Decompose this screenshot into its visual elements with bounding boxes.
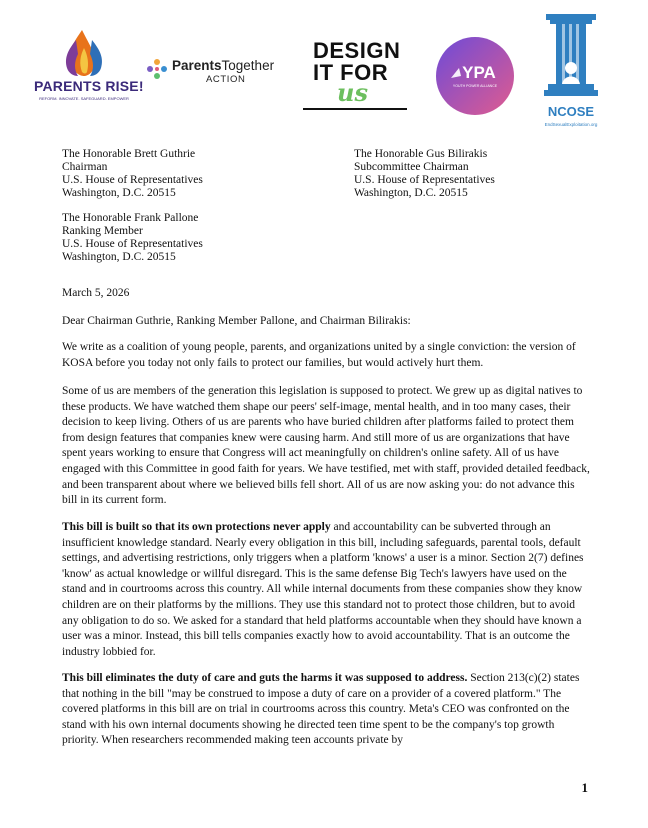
addressee-pallone xyxy=(62,212,203,264)
paragraph-4-body: Section 213(c)(2) states that nothing in the bill "may be construed to impose a duty of care on a provider of a covered platform." The covered platforms in this bill are on trial in courtrooms across this country. Meta's CEO was confronted on the stand with his own internal documents showing he directed teen time spent to be the company's top growth priority. When researchers recommended making teen accounts private by xyxy=(62,672,580,747)
addressee-title: Ranking Member xyxy=(62,225,143,237)
logo-banner xyxy=(0,0,648,140)
letter-date: March 5, 2026 xyxy=(62,287,130,299)
addressee-office: U.S. House of Representatives xyxy=(62,174,203,186)
ncose-sub: EndSexualExploitation.org xyxy=(544,122,598,127)
ypa-name: YPA xyxy=(462,63,496,82)
design-it-for-us-underline xyxy=(303,108,407,110)
paragraph-2: Some of us are members of the generation this legislation is supposed to protect. We grew up as digital natives to these products. We have watched them shape our peers' self-image, mental health, and in too many cases, their decision to keep living. Others of us are parents who have buried children after platforms failed to protect them from design features that companies knew were causing harm. And still more of us are organizations that have spent years working to ensure that Congress will act meaningfully on children's online safety. All of us have engaged with this Committee in good faith for years. We have testified, met with staff, provided detailed feedback, and been transparent about where we believed bills fell short. All of us are now asking you: do not advance this bill in its current form. xyxy=(62,385,590,507)
paragraph-3 xyxy=(62,520,590,660)
pillar-icon xyxy=(538,12,604,104)
design-it-for-us-line2: IT FOR xyxy=(313,60,389,85)
parents-together-name xyxy=(172,58,274,73)
addressee-title: Subcommittee Chairman xyxy=(354,161,469,173)
addressee-name: The Honorable Brett Guthrie xyxy=(62,148,196,160)
parents-together-name-part2: Together xyxy=(221,58,275,73)
addressee-name: The Honorable Frank Pallone xyxy=(62,212,199,224)
parents-together-logo xyxy=(146,56,286,86)
ypa-sub: YOUTH POWER ALLIANCE xyxy=(452,84,498,88)
page-number: 1 xyxy=(581,780,588,795)
letter-salutation: Dear Chairman Guthrie, Ranking Member Pallone, and Chairman Bilirakis: xyxy=(62,315,411,327)
addressee-city: Washington, D.C. 20515 xyxy=(354,187,468,199)
paragraph-1: We write as a coalition of young people, parents, and organizations united by a single conviction: the version of KOSA before you today not only fails to protect our families, but would actively hurt them. xyxy=(62,341,576,369)
parents-rise-name: PARENTS RISE! xyxy=(34,78,144,94)
parents-together-sub: ACTION xyxy=(206,74,246,85)
addressee-guthrie xyxy=(62,148,203,200)
parents-together-name-part1: Parents xyxy=(172,58,222,73)
paragraph-4-lead: This bill eliminates the duty of care and guts the harms it was supposed to address. xyxy=(62,672,468,684)
pinwheel-icon xyxy=(146,58,168,80)
addressee-city: Washington, D.C. 20515 xyxy=(62,187,176,199)
addressee-office: U.S. House of Representatives xyxy=(354,174,495,186)
paragraph-4 xyxy=(62,671,590,749)
addressee-office: U.S. House of Representatives xyxy=(62,238,203,250)
parents-rise-logo xyxy=(34,26,144,106)
design-it-for-us-line1: DESIGN xyxy=(313,38,401,63)
ncose-logo xyxy=(538,12,604,136)
flame-icon xyxy=(34,26,134,78)
parents-rise-tagline: REFORM. INNOVATE. SAFEGUARD. EMPOWER xyxy=(39,96,129,101)
design-it-for-us-line3: us xyxy=(337,78,368,107)
addressee-bilirakis xyxy=(354,148,495,200)
paragraph-3-body: and accountability can be subverted through an insufficient knowledge standard. Nearly every obligation in this bill, including safeguards, parental tools, default settings, and advertising restrictions, only triggers when a platform 'knows' a user is a minor. Section 2(7) defines 'know' as actual knowledge or willful disregard. This is the same defense Big Tech's lawyers have used on the stand and in courtrooms across this country. All while internal documents from these companies show they know children are on their platforms by the millions. They use this standard not to protect those children, but to avoid any obligation to do so. We asked for a standard that held platforms accountable when they should have known a user was a minor. Instead, this bill tells companies exactly how to avoid accountability. That is an outcome the industry lobbied for. xyxy=(62,521,584,658)
design-it-for-us-logo xyxy=(303,40,407,112)
paragraph-3-lead: This bill is built so that its own protections never apply xyxy=(62,521,331,533)
addressee-title: Chairman xyxy=(62,161,108,173)
addressee-city: Washington, D.C. 20515 xyxy=(62,251,176,263)
addressee-name: The Honorable Gus Bilirakis xyxy=(354,148,488,160)
ypa-logo xyxy=(435,36,515,116)
ncose-name: NCOSE xyxy=(547,104,595,119)
